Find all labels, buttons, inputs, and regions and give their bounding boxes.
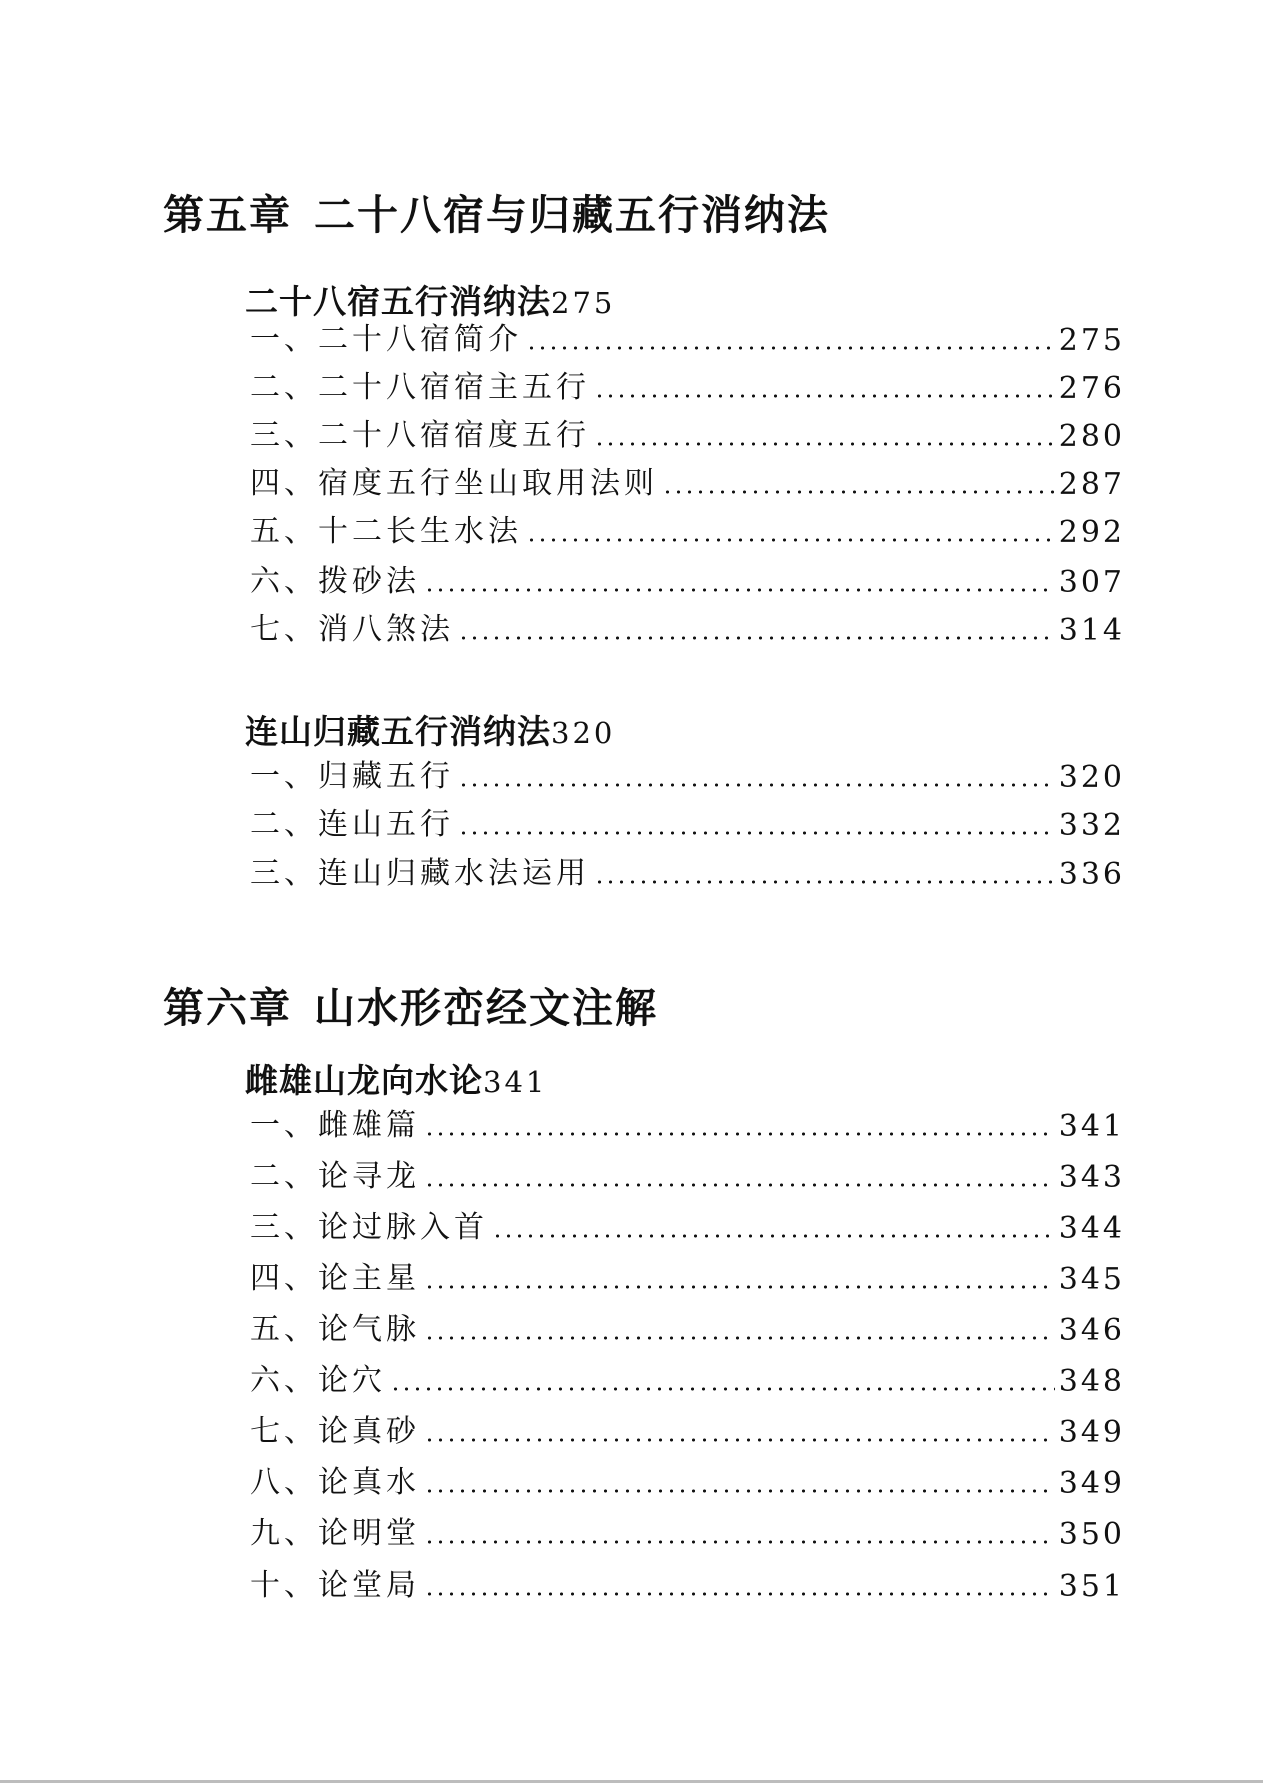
entry-page: 287	[1058, 467, 1125, 502]
entry-label: 七、论真砂	[250, 1414, 420, 1449]
toc-entry[interactable]	[250, 510, 1125, 550]
entry-page: 350	[1058, 1517, 1125, 1552]
section-page: 320	[551, 716, 616, 750]
entry-page: 341	[1058, 1109, 1125, 1144]
entry-page: 349	[1058, 1466, 1125, 1501]
entry-page: 343	[1058, 1160, 1125, 1195]
section-title: 连山归藏五行消纳法	[245, 712, 551, 751]
entry-page: 351	[1058, 1569, 1125, 1604]
entry-label: 十、论堂局	[250, 1568, 420, 1603]
toc-entry[interactable]	[250, 1104, 1125, 1144]
entry-page: 346	[1058, 1313, 1125, 1348]
toc-entry[interactable]	[250, 1359, 1125, 1399]
toc-entry[interactable]	[250, 1410, 1125, 1450]
toc-entry[interactable]	[250, 366, 1125, 406]
entry-label: 六、拨砂法	[250, 564, 420, 599]
entry-label: 九、论明堂	[250, 1516, 420, 1551]
entry-page: 349	[1058, 1415, 1125, 1450]
dot-leader	[424, 1183, 1055, 1187]
dot-leader	[424, 1285, 1055, 1289]
chapter-heading	[163, 182, 830, 241]
toc-entry[interactable]	[250, 462, 1125, 502]
entry-label: 五、十二长生水法	[250, 514, 522, 549]
entry-page: 275	[1058, 323, 1125, 358]
toc-entry[interactable]	[250, 1206, 1125, 1246]
entry-label: 二、二十八宿宿主五行	[250, 370, 590, 405]
dot-leader	[424, 1132, 1055, 1136]
dot-leader	[390, 1387, 1055, 1391]
chapter-number: 第五章	[163, 191, 292, 239]
dot-leader	[492, 1234, 1055, 1238]
entry-page: 307	[1058, 565, 1125, 600]
toc-entry[interactable]	[250, 852, 1125, 892]
dot-leader	[594, 880, 1055, 884]
dot-leader	[424, 1336, 1055, 1340]
entry-label: 一、雌雄篇	[250, 1108, 420, 1143]
dot-leader	[424, 588, 1055, 592]
toc-entry[interactable]	[250, 318, 1125, 358]
entry-label: 六、论穴	[250, 1363, 386, 1398]
entry-label: 二、连山五行	[250, 807, 454, 842]
entry-label: 三、连山归藏水法运用	[250, 856, 590, 891]
toc-entry[interactable]	[250, 414, 1125, 454]
chapter-title: 山水形峦经文注解	[314, 984, 658, 1032]
entry-label: 三、二十八宿宿度五行	[250, 418, 590, 453]
toc-entry[interactable]	[250, 1257, 1125, 1297]
dot-leader	[594, 394, 1055, 398]
entry-page: 345	[1058, 1262, 1125, 1297]
dot-leader	[424, 1592, 1055, 1596]
entry-page: 348	[1058, 1364, 1125, 1399]
entry-label: 三、论过脉入首	[250, 1210, 488, 1245]
entry-label: 一、归藏五行	[250, 759, 454, 794]
dot-leader	[424, 1438, 1055, 1442]
chapter-title: 二十八宿与归藏五行消纳法	[314, 191, 830, 239]
toc-entry[interactable]	[250, 1512, 1125, 1552]
toc-entry[interactable]	[250, 608, 1125, 648]
toc-entry[interactable]	[250, 1461, 1125, 1501]
toc-entry[interactable]	[250, 1308, 1125, 1348]
chapter-number: 第六章	[163, 984, 292, 1032]
dot-leader	[458, 636, 1055, 640]
entry-label: 八、论真水	[250, 1465, 420, 1500]
entry-label: 四、论主星	[250, 1261, 420, 1296]
entry-label: 一、二十八宿简介	[250, 322, 522, 357]
section-page: 341	[483, 1065, 548, 1099]
dot-leader	[662, 490, 1055, 494]
entry-page: 336	[1058, 857, 1125, 892]
dot-leader	[594, 442, 1055, 446]
toc-entry[interactable]	[250, 755, 1125, 795]
section-page: 275	[551, 286, 616, 320]
toc-entry[interactable]	[250, 560, 1125, 600]
toc-entry[interactable]	[250, 803, 1125, 843]
entry-label: 四、宿度五行坐山取用法则	[250, 466, 658, 501]
entry-label: 七、消八煞法	[250, 612, 454, 647]
entry-label: 五、论气脉	[250, 1312, 420, 1347]
dot-leader	[458, 783, 1055, 787]
dot-leader	[526, 346, 1055, 350]
entry-page: 280	[1058, 419, 1125, 454]
entry-label: 二、论寻龙	[250, 1159, 420, 1194]
section-heading	[245, 706, 615, 753]
entry-page: 320	[1058, 760, 1125, 795]
entry-page: 332	[1058, 808, 1125, 843]
entry-page: 314	[1058, 613, 1125, 648]
entry-page: 344	[1058, 1211, 1125, 1246]
section-title: 雌雄山龙向水论	[245, 1061, 483, 1100]
section-title: 二十八宿五行消纳法	[245, 282, 551, 321]
toc-entry[interactable]	[250, 1564, 1125, 1604]
chapter-heading	[163, 975, 658, 1034]
dot-leader	[458, 831, 1055, 835]
dot-leader	[526, 538, 1055, 542]
entry-page: 276	[1058, 371, 1125, 406]
dot-leader	[424, 1540, 1055, 1544]
dot-leader	[424, 1489, 1055, 1493]
scan-edge-line	[0, 1780, 1263, 1783]
toc-entry[interactable]	[250, 1155, 1125, 1195]
entry-page: 292	[1058, 515, 1125, 550]
section-heading	[245, 1055, 547, 1102]
